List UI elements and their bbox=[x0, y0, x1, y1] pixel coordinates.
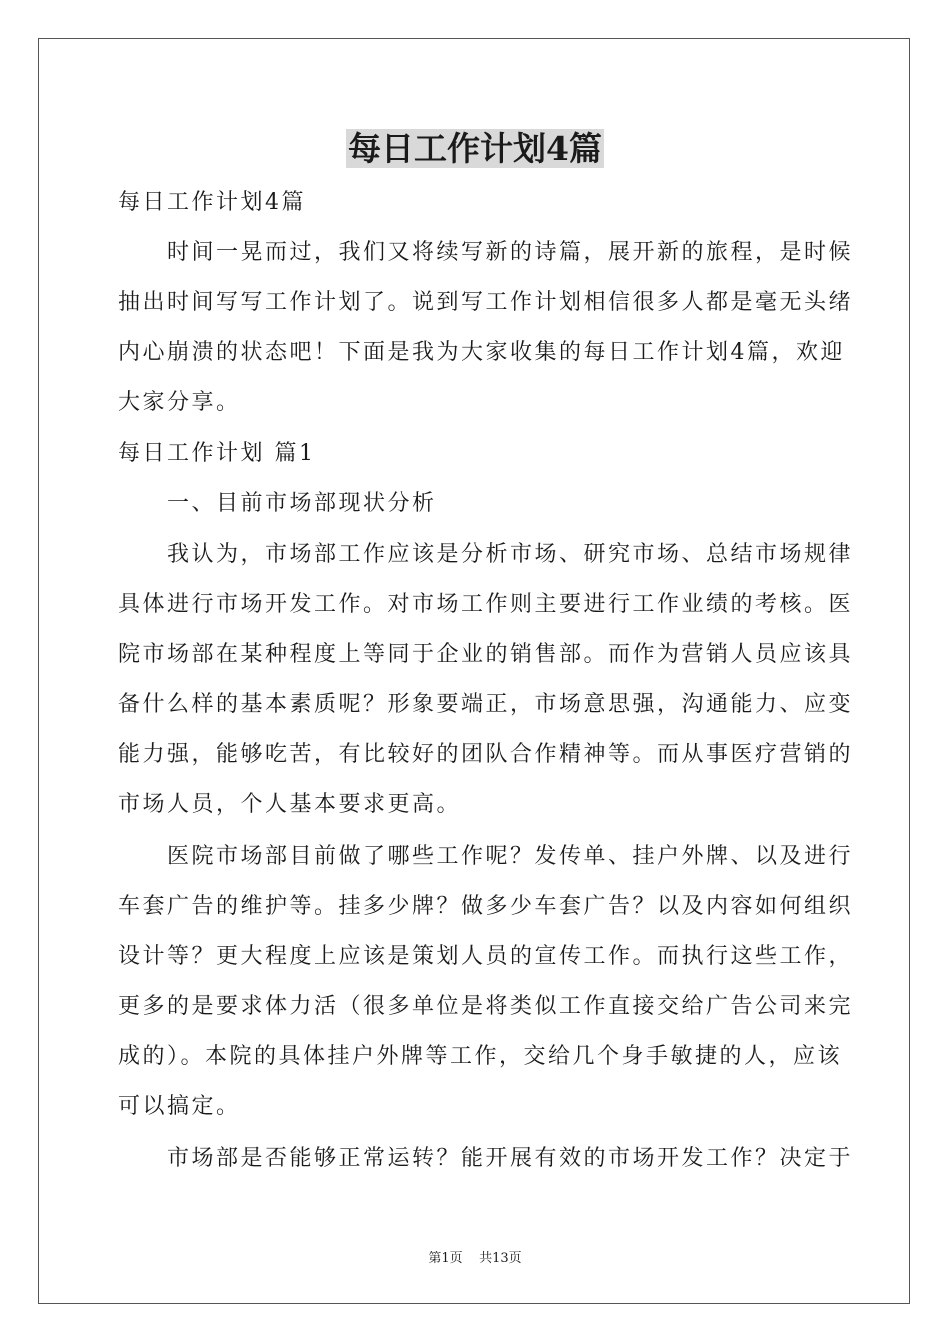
document-title-text: 每日工作计划4篇 bbox=[348, 129, 602, 168]
body-line: 院市场部在某种程度上等同于企业的销售部。而作为营销人员应该具 bbox=[118, 642, 854, 667]
body-line: 能力强，能够吃苦，有比较好的团队合作精神等。而从事医疗营销的 bbox=[118, 742, 854, 767]
body-line: 车套广告的维护等。挂多少牌？做多少车套广告？以及内容如何组织 bbox=[118, 894, 854, 919]
subtitle-line: 每日工作计划4篇 bbox=[118, 190, 306, 215]
section-heading: 每日工作计划 篇1 bbox=[118, 441, 316, 466]
page-number-footer: 第1页 共13页 bbox=[428, 1251, 522, 1266]
body-line: 备什么样的基本素质呢？形象要端正，市场意思强，沟通能力、应变 bbox=[118, 692, 854, 717]
body-line: 市场部是否能够正常运转？能开展有效的市场开发工作？决定于 bbox=[118, 1146, 854, 1171]
body-line: 设计等？更大程度上应该是策划人员的宣传工作。而执行这些工作， bbox=[118, 944, 854, 969]
intro-line: 时间一晃而过，我们又将续写新的诗篇，展开新的旅程，是时候 bbox=[118, 240, 854, 265]
body-line: 医院市场部目前做了哪些工作呢？发传单、挂户外牌、以及进行 bbox=[118, 844, 854, 869]
intro-line: 抽出时间写写工作计划了。说到写工作计划相信很多人都是毫无头绪 bbox=[118, 290, 854, 315]
document-body bbox=[118, 178, 854, 1184]
subsection-heading: 一、目前市场部现状分析 bbox=[118, 491, 437, 516]
body-line: 可以搞定。 bbox=[118, 1094, 241, 1119]
body-line: 成的）。本院的具体挂户外牌等工作，交给几个身手敏捷的人，应该 bbox=[118, 1044, 843, 1069]
body-line: 具体进行市场开发工作。对市场工作则主要进行工作业绩的考核。医 bbox=[118, 592, 854, 617]
intro-line: 内心崩溃的状态吧！下面是我为大家收集的每日工作计划4篇，欢迎 bbox=[118, 340, 845, 365]
body-line: 我认为，市场部工作应该是分析市场、研究市场、总结市场规律 bbox=[118, 542, 854, 567]
body-line: 更多的是要求体力活（很多单位是将类似工作直接交给广告公司来完 bbox=[118, 994, 854, 1019]
intro-line: 大家分享。 bbox=[118, 390, 241, 415]
document-title bbox=[0, 128, 950, 170]
body-line: 市场人员，个人基本要求更高。 bbox=[118, 792, 462, 817]
